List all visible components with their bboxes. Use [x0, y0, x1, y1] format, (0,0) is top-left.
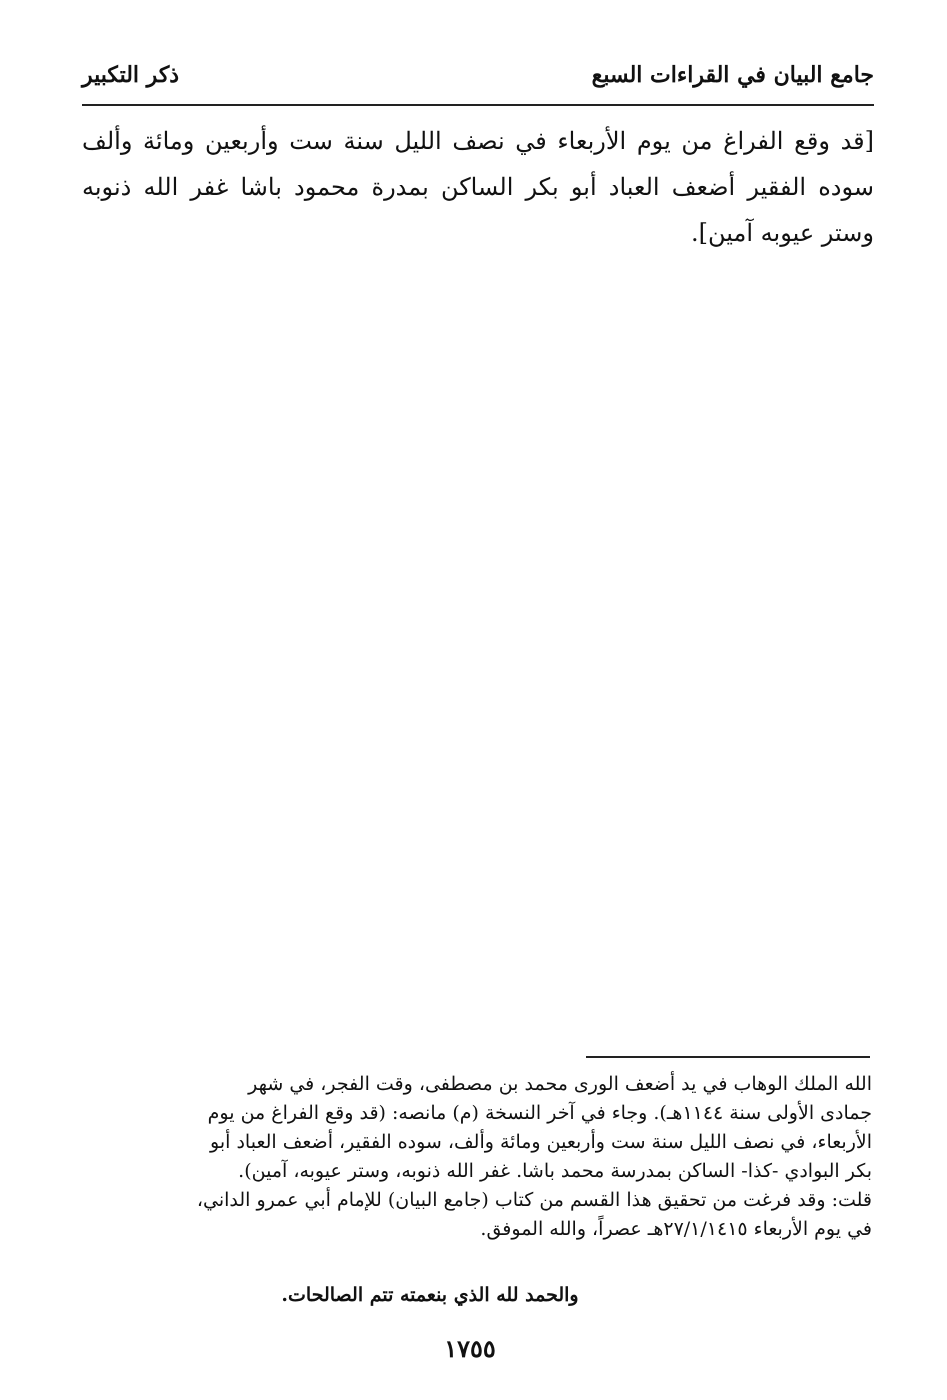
- footnote-line: بكر البوادي -كذا- الساكن بمدرسة محمد باشا. غفر الله ذنوبه، وستر عيوبه، آمين).: [238, 1160, 872, 1182]
- closing-line: والحمد لله الذي بنعمته تتم الصالحات.: [281, 1284, 579, 1306]
- footnote-line: الأربعاء، في نصف الليل سنة ست وأربعين ومائة وألف، سوده الفقير، أضعف العباد أبو: [210, 1131, 872, 1153]
- footnote-line: الله الملك الوهاب في يد أضعف الورى محمد بن مصطفى، وقت الفجر، في شهر: [248, 1073, 872, 1095]
- section-title: ذكر التكبير: [82, 62, 180, 88]
- page-number: ١٧٥٥: [444, 1334, 496, 1363]
- header-divider: [82, 104, 874, 106]
- running-header: [82, 62, 874, 102]
- book-title: جامع البيان في القراءات السبع: [591, 62, 874, 88]
- footnote-block: [78, 1070, 872, 1244]
- footnote-divider: [586, 1056, 870, 1058]
- footnote-line: جمادى الأولى سنة ١١٤٤هـ). وجاء في آخر النسخة (م) مانصه: (قد وقع الفراغ من يوم: [207, 1102, 872, 1124]
- footnote-line: قلت: وقد فرغت من تحقيق هذا القسم من كتاب (جامع البيان) للإمام أبي عمرو الداني،: [196, 1189, 872, 1211]
- footnote-line: في يوم الأربعاء ٢٧/١/١٤١٥هـ عصراً، والله الموفق.: [480, 1218, 872, 1240]
- main-paragraph: [قد وقع الفراغ من يوم الأربعاء في نصف الليل سنة ست وأربعين ومائة وألف سوده الفقير أضعف العباد أبو بكر الساكن بمدرة محمود باشا غفر الله ذنوبه وستر عيوبه آمين].: [82, 127, 875, 247]
